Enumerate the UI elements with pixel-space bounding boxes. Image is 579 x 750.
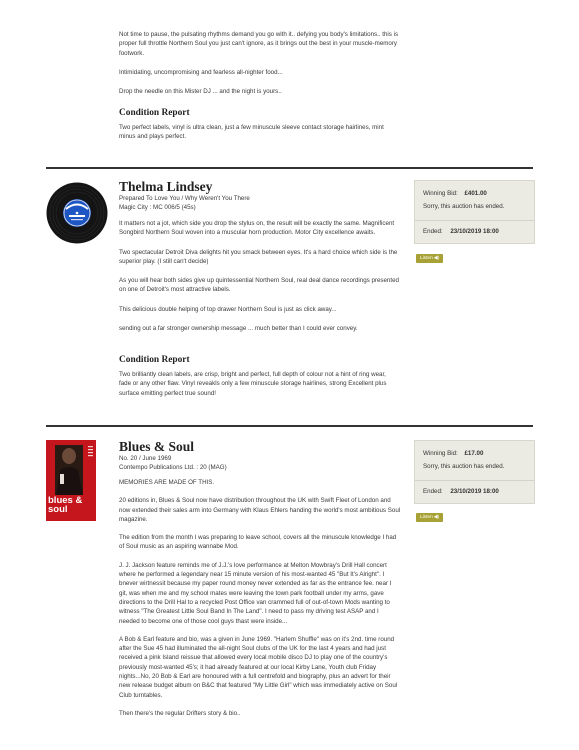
paragraph: 20 editions in, Blues & Soul now have distribution throughout the UK with Swift Fleet of London and now extended their sales arm into Germany with Klaus Ehlers handing the world's most ambitious Soul magazine. <box>119 497 401 523</box>
lot-catalog: Magic City : MC 006/5 (45s) <box>119 204 196 211</box>
bid-panel <box>414 440 535 504</box>
listen-button[interactable] <box>416 513 443 522</box>
auction-ended: Ended: 23/10/2019 18:00 <box>423 228 499 235</box>
lot-divider <box>46 425 533 427</box>
bid-panel <box>414 180 535 244</box>
condition-report-text: Two brilliantly clean labels, are crisp, bright and perfect, full depth of colour not a hint of ring wear, fade or any other flaw. Vinyl reveakls only a few minuscule storage hairlines, strong Excellent plus surface emitting perfect true sound! <box>119 371 387 397</box>
paragraph: It matters not a jot, which side you drop the stylus on, the result will be exactly the same. Magnificent Songbird Northern Soul woven into a muscular horn production. Motor City excellence awaits. <box>119 220 395 237</box>
condition-report-heading: Condition Report <box>119 355 190 365</box>
speaker-icon: ◀) <box>433 515 440 520</box>
lot-description <box>119 219 399 333</box>
paragraph: Two spectacular Detroit Diva delights hit you smack between eyes. It's a hard choice which side is the superior play. (I still can't decide) <box>119 248 398 265</box>
paragraph: The edition from the month I was preparing to leave school, covers all the minuscule knowledge I had of Soul music as an aspiring wannabe Mod. <box>119 534 397 551</box>
ended-date: 23/10/2019 18:00 <box>450 488 499 495</box>
auction-status: Sorry, this auction has ended. <box>423 463 505 470</box>
bid-divider <box>415 480 534 481</box>
condition-report-text: Two perfect labels, vinyl is ultra clean, just a few minuscule sleeve contact storage hairlines, mint minus and plays perfect. <box>119 124 384 141</box>
paragraph: This delicious double helping of top drawer Northern Soul is just as click away... <box>119 305 337 313</box>
condition-report-heading: Condition Report <box>119 108 190 118</box>
paragraph: As you will hear both sides give up quintessential Northern Soul, real deal dance recordings presented on one of Detroit's most attractive labels. <box>119 277 399 294</box>
lot-title[interactable]: Blues & Soul <box>119 439 195 454</box>
paragraph: J. J. Jackson feature reminds me of J.J.'s love performance at Melton Mowbray's Drill Hall concert where he performed a legendary near 15 minute version of his most-wanted 45 "But It's Alright". I bnever wirtnessit because my paper round money never extended as far as the entrance fee. near I git, was when me and my school mates were leaving the town park football under my arms, gave directions to the Drill Hal to a recycled Post Office van crammed full of out-of-town Mods wanting to witness "The Greatest Little Soul Band In The Land". I need to pass my driving test ASAP and I needed to become one of those cool guys thast were inside... <box>119 561 392 625</box>
listen-button[interactable] <box>416 254 443 263</box>
lot-description <box>119 478 401 718</box>
bid-amount: £17.00 <box>464 450 484 457</box>
lot-subtitle: No. 20 / June 1969 <box>119 455 172 462</box>
ended-date: 23/10/2019 18:00 <box>450 228 499 235</box>
lot-subtitle: Prepared To Love You / Why Weren't You There <box>119 195 250 202</box>
paragraph: Not time to pause, the pulsating rhythms demand you go with it.. defying you body's limitations.. this is proper full throttle Northern Soul you just can't ignore, as it brings out the best in your muscle-memory footwork. <box>119 31 399 57</box>
lot-divider <box>46 167 533 169</box>
paragraph: MEMORIES ARE MADE OF THIS. <box>119 479 215 486</box>
paragraph: sending out a far stronger ownership message ... much better than I could ever convey. <box>119 325 358 333</box>
bid-divider <box>415 220 534 221</box>
record-image[interactable] <box>46 182 108 244</box>
lot-prev-description <box>119 30 399 96</box>
auction-status: Sorry, this auction has ended. <box>423 203 505 210</box>
magazine-masthead: blues & soul <box>48 495 83 515</box>
paragraph: Intimidating, uncompromising and fearless all-nighter food... <box>119 68 283 76</box>
winning-bid: Winning Bid: £17.00 <box>423 450 484 457</box>
lot-catalog: Contempo Publications Ltd. : 20 (MAG) <box>119 464 227 471</box>
speaker-icon: ◀) <box>433 256 440 261</box>
paragraph: Then there's the regular Drifters story & bio.. <box>119 709 241 717</box>
bid-amount: £401.00 <box>464 190 487 197</box>
winning-bid: Winning Bid: £401.00 <box>423 190 487 197</box>
auction-ended: Ended: 23/10/2019 18:00 <box>423 488 499 495</box>
listen-label: Listen <box>419 256 433 261</box>
lot-title[interactable]: Thelma Lindsey <box>119 179 213 194</box>
listen-label: Listen <box>419 515 433 520</box>
paragraph: Drop the needle on this Mister DJ ... and the night is yours.. <box>119 88 282 96</box>
paragraph: A Bob & Earl feature and bio, was a given in June 1969. "Harlem Shuffle" was on it's 2nd. time round after the Sue 45 had illuminated the all-night Soul clubs of the UK for the last 4 years and had just received a pink Island reissue that allowed every local mobile disco DJ to play one of the country's previously most-wanted 45's; it had already featured at our local Kirby Lane, Youth club Friday nights...No, 20 Bob & Earl are honoured with a full centrefold and biography, plus an advert for their new release budget album on B&C that featured "My Little Girl" which was immediately active on Soul Club turntables. <box>119 635 398 699</box>
